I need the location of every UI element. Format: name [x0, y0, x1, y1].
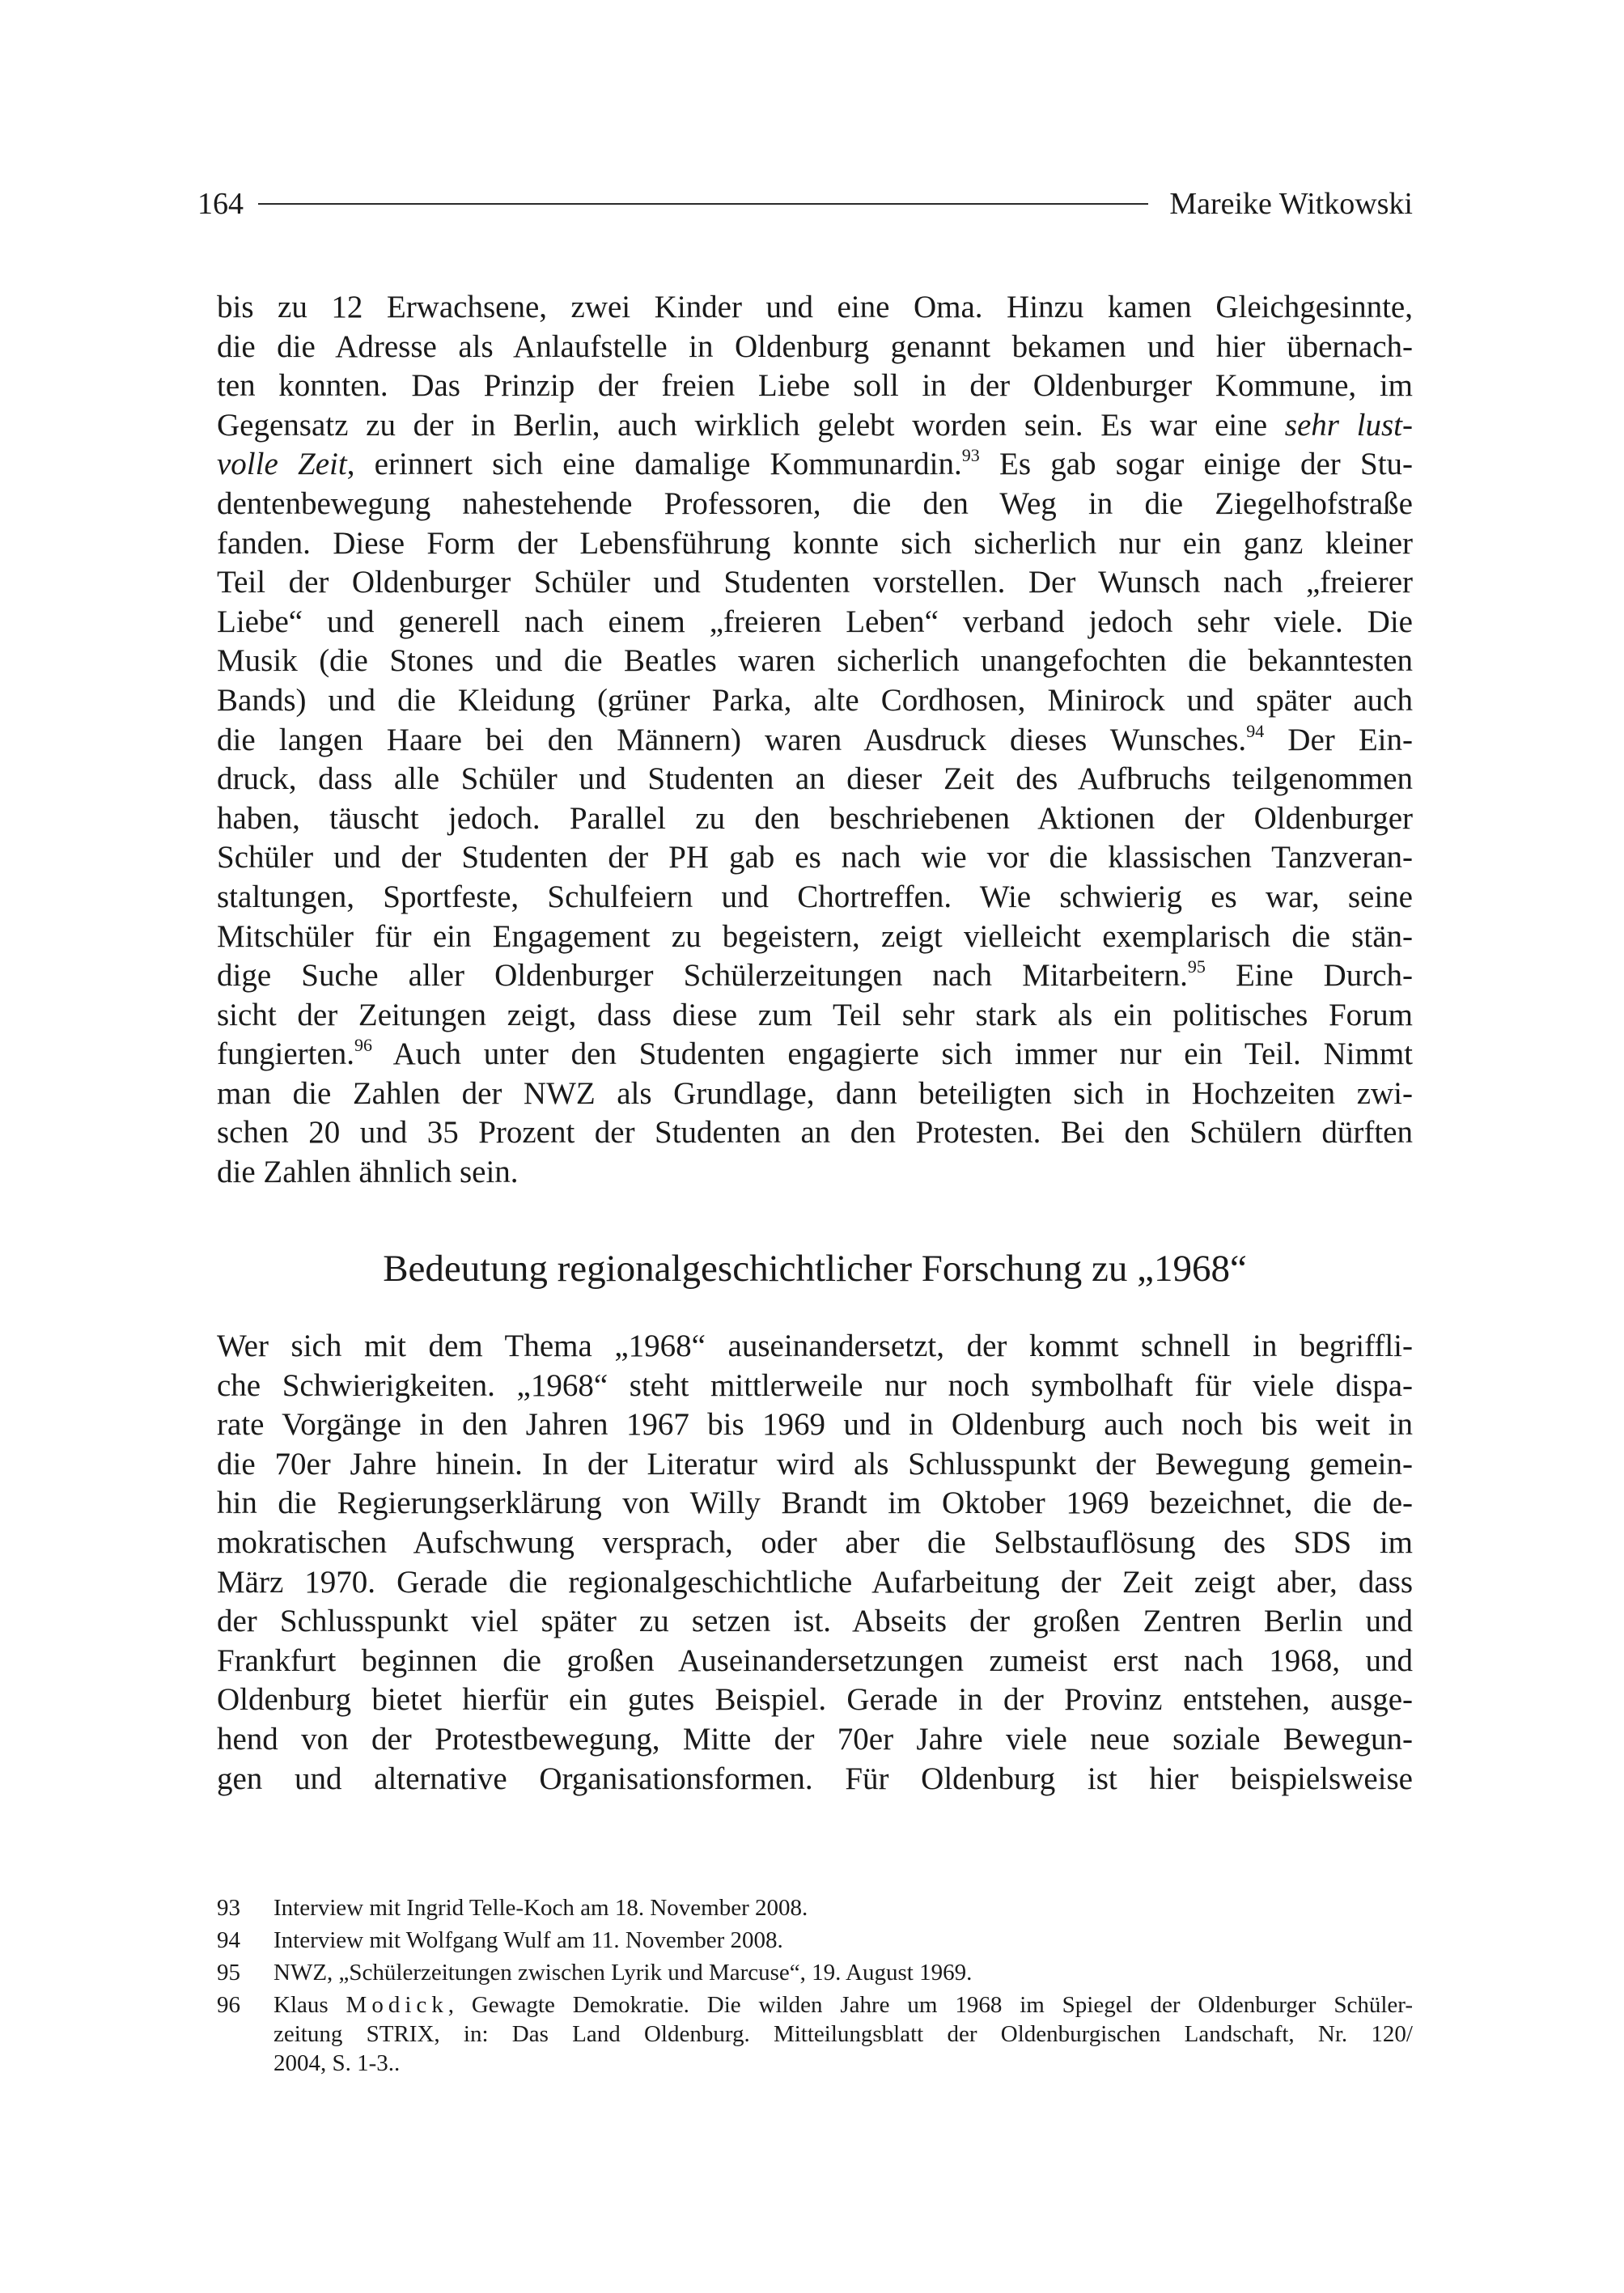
text-line: dentenbewegung nahestehende Professoren, die den Weg in die Ziegelhofstraße [217, 485, 1413, 521]
text-line: schen 20 und 35 Prozent der Studenten an den Protesten. Bei den Schülern dürften [217, 1115, 1413, 1151]
section-heading: Bedeutung regionalgeschichtlicher Forschung zu „1968“ [383, 1248, 1247, 1290]
footnote-95 [217, 1958, 1413, 1987]
footnote-ref[interactable]: 96 [354, 1035, 373, 1056]
text-span: Eine Durch- [1205, 958, 1413, 994]
footnote-96 [217, 1990, 1413, 2078]
text-line: man die Zahlen der NWZ als Grundlage, dann beteiligten sich in Hochzeiten zwi- [217, 1075, 1413, 1111]
text-line: che Schwierigkeiten. „1968“ steht mittlerweile nur noch symbolhaft für viele dispa- [217, 1367, 1413, 1403]
footnote-ref[interactable]: 93 [961, 445, 980, 466]
footnote-number: 96 [217, 1992, 240, 2018]
text-line: der Schlusspunkt viel später zu setzen ist. Abseits der großen Zentren Berlin und [217, 1604, 1413, 1639]
text-span: Der Ein- [1264, 722, 1414, 757]
text-line: Frankfurt beginnen die großen Auseinandersetzungen zumeist erst nach 1968, und [217, 1642, 1413, 1678]
footnote-94 [217, 1926, 1413, 1955]
page-number: 164 [197, 187, 244, 221]
italic-quote: sehr lust- [1284, 407, 1413, 443]
text-line: Wer sich mit dem Thema „1968“ auseinandersetzt, der kommt schnell in begriffli- [217, 1329, 1413, 1363]
footnote-number: 94 [217, 1927, 240, 1953]
footnote-line: 2004, S. 1-3.. [273, 2050, 401, 2076]
footnote-ref[interactable]: 94 [1246, 720, 1265, 741]
body-paragraph [217, 288, 1413, 1193]
text-line: mokratischen Aufschwung versprach, oder aber die Selbstauflösung des SDS im [217, 1524, 1413, 1560]
text-span: Klaus [273, 1992, 346, 2018]
footnote-text [273, 1990, 1413, 2078]
text-line: rate Vorgänge in den Jahren 1967 bis 1969 und in Oldenburg auch noch bis weit in [217, 1407, 1413, 1443]
footnote-text: Interview mit Ingrid Telle-Koch am 18. November 2008. [273, 1895, 808, 1921]
footnote-ref[interactable]: 95 [1187, 956, 1206, 977]
header-rule [258, 203, 1148, 205]
text-line: fanden. Diese Form der Lebensführung konnte sich sicherlich nur ein ganz kleiner [217, 525, 1413, 561]
footnotes [217, 1893, 1413, 2081]
text-line: hend von der Protestbewegung, Mitte der 70er Jahre viele neue soziale Bewegun- [217, 1721, 1413, 1757]
text-span: die langen Haare bei den Männern) waren Ausdruck dieses Wunsches. [217, 722, 1247, 757]
text-line: staltungen, Sportfeste, Schulfeiern und Chortreffen. Wie schwierig es war, seine [217, 879, 1413, 914]
footnote-93 [217, 1893, 1413, 1922]
text-line: Oldenburg bietet hierfür ein gutes Beispiel. Gerade in der Provinz entstehen, ausge- [217, 1682, 1413, 1718]
text-line: die die Adresse als Anlaufstelle in Oldenburg genannt bekamen und hier übernach- [217, 328, 1413, 364]
text-line: haben, täuscht jedoch. Parallel zu den beschriebenen Aktionen der Oldenburger [217, 800, 1413, 836]
text-line: druck, dass alle Schüler und Studenten an dieser Zeit des Aufbruchs teilgenommen [217, 761, 1413, 797]
author-name: Modick [346, 1992, 448, 2018]
text-line [217, 406, 1413, 446]
running-head [197, 184, 1413, 223]
text-line: Schüler und der Studenten der PH gab es nach wie vor die klassischen Tanzveran- [217, 840, 1413, 875]
text-span: Es gab sogar einige der Stu- [979, 447, 1414, 482]
text-line: Teil der Oldenburger Schüler und Studenten vorstellen. Der Wunsch nach „freierer [217, 565, 1413, 600]
text-line: sicht der Zeitungen zeigt, dass diese zum Teil sehr stark als ein politisches Forum [217, 997, 1413, 1032]
text-line: Musik (die Stones und die Beatles waren sicherlich unangefochten die bekanntesten [217, 643, 1413, 679]
text-span: Gegensatz zu der in Berlin, auch wirklich gelebt worden sein. Es war eine [217, 407, 1285, 443]
text-line: die Zahlen ähnlich sein. [217, 1155, 519, 1190]
text-span: , Gewagte Demokratie. Die wilden Jahre um 1968 im Spiegel der Oldenburger Schüler- [447, 1992, 1413, 2018]
running-head-author: Mareike Witkowski [1169, 187, 1413, 221]
footnote-number: 93 [217, 1895, 240, 1921]
text-span: fungierten. [217, 1036, 355, 1072]
text-line [217, 1035, 1413, 1074]
footnote-text: Interview mit Wolfgang Wulf am 11. November 2008. [273, 1927, 783, 1953]
text-line [217, 445, 1413, 485]
text-line: Mitschüler für ein Engagement zu begeistern, zeigt vielleicht exemplarisch die stän- [217, 918, 1413, 954]
footnote-line: zeitung STRIX, in: Das Land Oldenburg. Mitteilungsblatt der Oldenburgischen Landschaft, Nr. 120/ [273, 2021, 1413, 2047]
text-line [217, 956, 1413, 996]
footnote-line [273, 1990, 1413, 2020]
text-span: dige Suche aller Oldenburger Schülerzeitungen nach Mitarbeitern. [217, 958, 1188, 994]
text-line: hin die Regierungserklärung von Willy Brandt im Oktober 1969 bezeichnet, die de- [217, 1486, 1413, 1521]
text-line [217, 721, 1413, 761]
text-line: ten konnten. Das Prinzip der freien Liebe soll in der Oldenburger Kommune, im [217, 368, 1413, 404]
text-line: bis zu 12 Erwachsene, zwei Kinder und eine Oma. Hinzu kamen Gleichgesinnte, [217, 290, 1413, 324]
text-span: , [346, 447, 375, 482]
text-span: Auch unter den Studenten engagierte sich immer nur ein Teil. Nimmt [372, 1036, 1413, 1072]
text-line: gen und alternative Organisationsformen. Für Oldenburg ist hier beispielsweise [217, 1761, 1413, 1796]
section-paragraph [217, 1327, 1413, 1799]
italic-quote: volle Zeit [217, 447, 347, 482]
text-line: die 70er Jahre hinein. In der Literatur wird als Schlusspunkt der Bewegung gemein- [217, 1446, 1413, 1481]
text-line: Bands) und die Kleidung (grüner Parka, alte Cordhosen, Minirock und später auch [217, 682, 1413, 718]
text-span: erinnert sich eine damalige Kommunardin. [374, 447, 962, 482]
footnote-text: NWZ, „Schülerzeitungen zwischen Lyrik und Marcuse“, 19. August 1969. [273, 1960, 973, 1986]
text-line: März 1970. Gerade die regionalgeschichtliche Aufarbeitung der Zeit zeigt aber, dass [217, 1564, 1413, 1600]
text-line: Liebe“ und generell nach einem „freieren Leben“ verband jedoch sehr viele. Die [217, 604, 1413, 639]
footnote-number: 95 [217, 1960, 240, 1986]
